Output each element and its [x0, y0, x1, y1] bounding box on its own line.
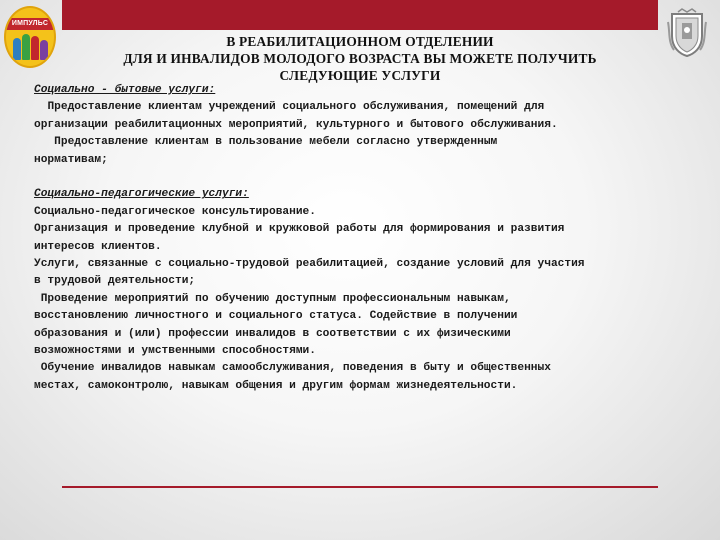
top-accent-bar	[62, 0, 658, 30]
text-line: организации реабилитационных мероприятий, культурного и бытового обслуживания.	[34, 118, 558, 131]
page-title	[60, 33, 660, 84]
impulse-logo-icon	[4, 6, 56, 68]
bottom-accent-rule	[62, 486, 658, 488]
text-line: Обучение инвалидов навыкам самообслуживания, поведения в быту и общественных	[34, 362, 551, 375]
title-line: СЛЕДУЮЩИЕ УСЛУГИ	[279, 68, 441, 83]
text-line: возможностями и умственными способностями.	[34, 345, 316, 358]
text-line: местах, самоконтролю, навыкам общения и другим формам жизнедеятельности.	[34, 379, 518, 392]
services-list	[34, 82, 694, 395]
logo-text: ИМПУЛЬС	[11, 20, 49, 27]
section-heading-household: Социально - бытовые услуги:	[34, 84, 216, 96]
text-line: Проведение мероприятий по обучению доступным профессиональным навыкам,	[34, 292, 511, 305]
text-line: в трудовой деятельности;	[34, 275, 196, 288]
title-line: В РЕАБИЛИТАЦИОННОМ ОТДЕЛЕНИИ	[226, 34, 494, 49]
text-line: Услуги, связанные с социально-трудовой реабилитацией, создание условий для участия	[34, 258, 585, 271]
title-line: ДЛЯ И ИНВАЛИДОВ МОЛОДОГО ВОЗРАСТА ВЫ МОЖЕТЕ ПОЛУЧИТЬ	[123, 51, 597, 66]
text-line: восстановлению личностного и социального статуса. Содействие в получении	[34, 310, 518, 323]
coat-of-arms-icon	[664, 8, 710, 58]
text-line: Социально-педагогическое консультирование.	[34, 205, 316, 218]
text-line: Предоставление клиентам учреждений социального обслуживания, помещений для	[34, 101, 545, 114]
text-line: интересов клиентов.	[34, 240, 162, 253]
text-line: нормативам;	[34, 153, 108, 166]
text-line: Предоставление клиентам в пользование мебели согласно утвержденным	[34, 136, 498, 149]
text-line: Организация и проведение клубной и кружковой работы для формирования и развития	[34, 223, 565, 236]
section-heading-pedagogical: Социально-педагогические услуги:	[34, 188, 249, 201]
text-line: образования и (или) профессии инвалидов в соответствии с их физическими	[34, 327, 511, 340]
